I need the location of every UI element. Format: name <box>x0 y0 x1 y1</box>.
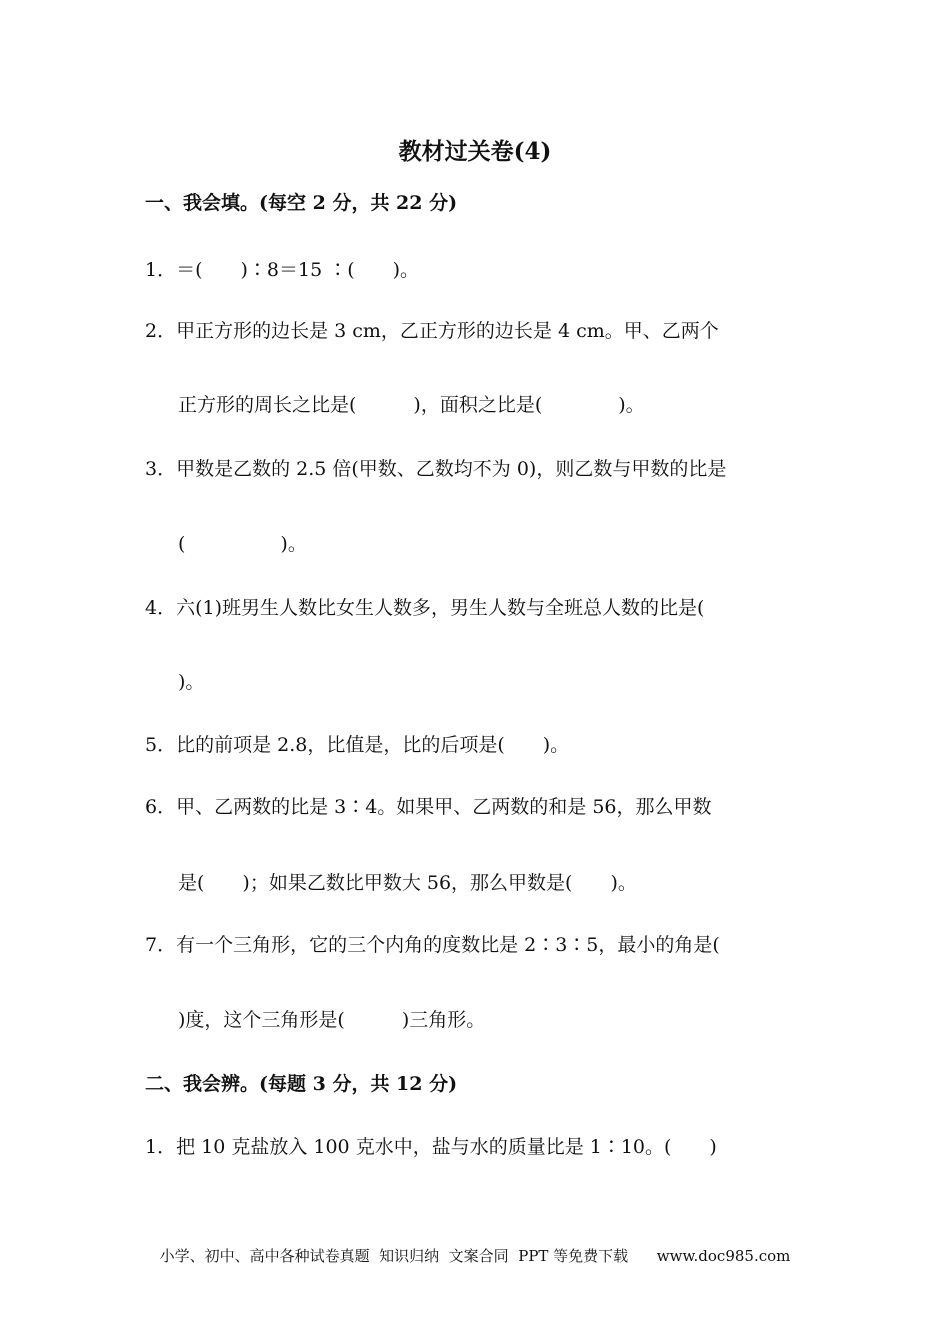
question-1-3-cont: ( )。 <box>178 533 307 555</box>
question-1-4-cont: )。 <box>178 671 205 693</box>
page-footer: 小学、初中、高中各种试卷真题 知识归纳 文案合同 PPT 等免费下载 www.doc985.com <box>159 1247 791 1265</box>
section-2-heading: 二、我会辨。(每题 3 分，共 12 分) <box>145 1073 458 1095</box>
question-1-2: 2．甲正方形的边长是 3 cm，乙正方形的边长是 4 cm。甲、乙两个 <box>145 320 719 342</box>
question-1-6-cont: 是( )；如果乙数比甲数大 56，那么甲数是( )。 <box>178 872 637 894</box>
section-1-heading: 一、我会填。(每空 2 分，共 22 分) <box>145 192 458 214</box>
question-1-6: 6．甲、乙两数的比是 3∶4。如果甲、乙两数的和是 56，那么甲数 <box>145 796 712 818</box>
question-1-7-cont: )度，这个三角形是( )三角形。 <box>178 1009 486 1031</box>
question-1-3: 3．甲数是乙数的 2.5 倍(甲数、乙数均不为 0)，则乙数与甲数的比是 <box>145 458 727 480</box>
question-1-2-cont: 正方形的周长之比是( )，面积之比是( )。 <box>178 394 645 416</box>
question-2-1: 1．把 10 克盐放入 100 克水中，盐与水的质量比是 1∶10。( ) <box>145 1136 717 1158</box>
page-title: 教材过关卷(4) <box>398 138 552 165</box>
question-1-7: 7．有一个三角形，它的三个内角的度数比是 2∶3∶5，最小的角是( <box>145 934 720 956</box>
question-1-1: 1．＝( )∶8＝15 ∶( )。 <box>145 259 420 281</box>
question-1-5: 5．比的前项是 2.8，比值是，比的后项是( )。 <box>145 734 570 756</box>
question-1-4: 4．六(1)班男生人数比女生人数多，男生人数与全班总人数的比是( <box>145 597 705 619</box>
